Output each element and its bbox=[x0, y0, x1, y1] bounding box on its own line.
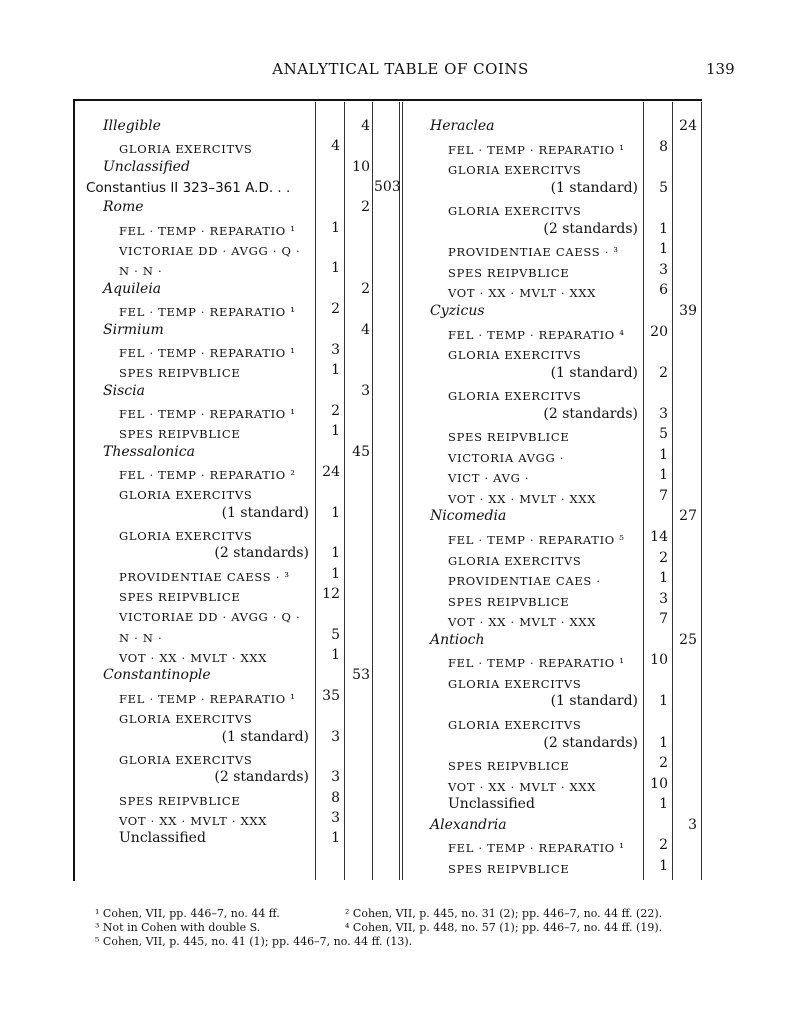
coin-legend: SPES REIPVBLICE bbox=[448, 265, 570, 280]
coin-count: 1 bbox=[331, 260, 340, 277]
coin-type-row bbox=[0, 365, 801, 385]
table-top-rule bbox=[73, 99, 702, 101]
coin-legend: GLORIA EXERCITVS bbox=[448, 553, 582, 568]
coin-legend: FEL · TEMP · REPARATIO ¹ bbox=[448, 656, 625, 671]
coin-legend: FEL · TEMP · REPARATIO ² bbox=[119, 467, 296, 482]
footnote-2: ² Cohen, VII, p. 445, no. 31 (2); pp. 446–7, no. 44 ff. (22). bbox=[345, 907, 663, 920]
coin-legend: VOT · XX · MVLT · XXX bbox=[448, 615, 597, 630]
coin-legend: SPES REIPVBLICE bbox=[119, 590, 241, 605]
coin-legend: GLORIA EXERCITVS bbox=[448, 204, 582, 219]
mint-total: 4 bbox=[361, 321, 370, 338]
coin-count: 1 bbox=[659, 446, 668, 463]
mint-name: Thessalonica bbox=[103, 443, 195, 460]
coin-type-row bbox=[0, 139, 801, 159]
coin-count: 10 bbox=[650, 775, 668, 792]
coin-count: 1 bbox=[331, 362, 340, 379]
coin-legend: (1 standard) bbox=[221, 504, 309, 521]
mint-row bbox=[0, 817, 801, 837]
coin-legend: SPES REIPVBLICE bbox=[119, 366, 241, 381]
coin-legend: VOT · XX · MVLT · XXX bbox=[448, 491, 597, 506]
page-running-title: ANALYTICAL TABLE OF COINS bbox=[272, 60, 529, 78]
mint-name: Heraclea bbox=[430, 118, 495, 134]
mint-name: Unclassified bbox=[103, 158, 190, 175]
coin-count: 1 bbox=[659, 570, 668, 587]
coin-legend: PROVIDENTIAE CAES · bbox=[448, 574, 601, 589]
coin-type-row bbox=[0, 159, 801, 179]
coin-count: 2 bbox=[659, 755, 668, 772]
coin-legend: GLORIA EXERCITVS bbox=[448, 676, 582, 691]
coin-count: 1 bbox=[331, 545, 340, 562]
mint-total: 45 bbox=[352, 443, 370, 460]
coin-count: 14 bbox=[650, 529, 668, 545]
coin-legend: (1 standard) bbox=[550, 364, 638, 381]
coin-legend: (1 standard) bbox=[221, 728, 309, 745]
footnote-3: ³ Not in Cohen with double S. bbox=[95, 921, 261, 934]
coin-count: 5 bbox=[659, 179, 668, 196]
coin-type-row bbox=[0, 652, 801, 672]
mint-total: 2 bbox=[361, 199, 370, 216]
coin-type-row bbox=[0, 341, 801, 364]
coin-legend: FEL · TEMP · REPARATIO ¹ bbox=[448, 142, 625, 157]
coin-count: 3 bbox=[331, 769, 340, 786]
coin-legend: FEL · TEMP · REPARATIO ¹ bbox=[119, 345, 296, 360]
coin-type-row bbox=[0, 611, 801, 631]
coin-legend: VICTORIAE DD · AVGG · Q · bbox=[119, 610, 301, 625]
mint-name: Aquileia bbox=[103, 280, 162, 297]
coin-type-row bbox=[0, 282, 801, 302]
coin-legend: (2 standards) bbox=[543, 220, 638, 237]
footnote-4: ⁴ Cohen, VII, p. 448, no. 57 (1); pp. 446–7, no. 44 ff. (19). bbox=[345, 921, 663, 934]
mint-name: Cyzicus bbox=[430, 302, 485, 319]
coin-count: 3 bbox=[331, 728, 340, 745]
mint-total: 3 bbox=[688, 816, 697, 833]
coin-count: 2 bbox=[659, 837, 668, 854]
coin-type-row bbox=[0, 591, 801, 611]
coin-legend: PROVIDENTIAE CAESS · ³ bbox=[448, 245, 619, 260]
emperor-name: Constantius II 323–361 A.D. . . bbox=[86, 180, 291, 197]
coin-legend: SPES REIPVBLICE bbox=[448, 861, 570, 876]
footnote-5: ⁵ Cohen, VII, p. 445, no. 41 (1); pp. 446–7, no. 44 ff. (13). bbox=[95, 935, 413, 948]
coin-count: 3 bbox=[659, 590, 668, 607]
mint-total: 2 bbox=[361, 280, 370, 297]
coin-type-row bbox=[0, 550, 801, 570]
coin-count: 3 bbox=[331, 809, 340, 826]
coin-type-row bbox=[0, 382, 801, 405]
coin-legend: (1 standard) bbox=[550, 179, 638, 196]
coin-legend: VOT · XX · MVLT · XXX bbox=[448, 286, 597, 301]
coin-count: 1 bbox=[659, 796, 668, 813]
coin-legend: FEL · TEMP · REPARATIO ¹ bbox=[119, 406, 296, 421]
coin-count: 1 bbox=[659, 241, 668, 258]
coin-count: 10 bbox=[650, 652, 668, 669]
coin-type-row bbox=[0, 221, 801, 241]
coin-legend: FEL · TEMP · REPARATIO ¹ bbox=[119, 223, 296, 238]
coin-count: 2 bbox=[331, 402, 340, 419]
coin-legend: (2 standards) bbox=[214, 769, 309, 786]
coin-type-row bbox=[0, 529, 801, 549]
coin-count: 1 bbox=[331, 423, 340, 440]
coin-type-row bbox=[0, 262, 801, 282]
coin-type-row bbox=[0, 200, 801, 220]
coin-legend: GLORIA EXERCITVS bbox=[119, 488, 253, 503]
coin-type-row bbox=[0, 837, 801, 857]
coin-type-row bbox=[0, 714, 801, 734]
coin-legend: Unclassified bbox=[448, 796, 535, 813]
coin-count: 3 bbox=[331, 341, 340, 358]
mint-name: Nicomedia bbox=[430, 508, 507, 525]
coin-legend: FEL · TEMP · REPARATIO ¹ bbox=[119, 305, 296, 320]
coin-count: 1 bbox=[331, 647, 340, 664]
mint-name: Sirmium bbox=[103, 321, 164, 338]
mint-total: 39 bbox=[679, 302, 697, 319]
coin-type-row bbox=[0, 793, 801, 816]
coin-type-row bbox=[0, 241, 801, 261]
coin-type-row bbox=[0, 447, 801, 467]
coin-count: 24 bbox=[322, 463, 340, 480]
coin-count: 2 bbox=[659, 364, 668, 381]
coin-legend: GLORIA EXERCITVS bbox=[448, 389, 582, 404]
coin-count: 12 bbox=[322, 586, 340, 603]
coin-count: 1 bbox=[659, 220, 668, 237]
coin-legend: VICTORIAE DD · AVGG · Q · bbox=[119, 244, 301, 259]
coin-legend: (2 standards) bbox=[543, 734, 638, 751]
coin-count: 3 bbox=[659, 405, 668, 422]
coin-count: 2 bbox=[659, 549, 668, 566]
coin-count: 1 bbox=[331, 565, 340, 582]
coin-type-row bbox=[0, 467, 801, 487]
mint-name: Antioch bbox=[430, 631, 485, 648]
coin-count: 7 bbox=[659, 611, 668, 628]
mint-row bbox=[0, 118, 801, 138]
coin-legend: FEL · TEMP · REPARATIO ⁵ bbox=[448, 533, 625, 547]
coin-count: 35 bbox=[322, 687, 340, 704]
coin-legend: Unclassified bbox=[119, 830, 206, 847]
coin-count: 20 bbox=[650, 323, 668, 340]
coin-legend: GLORIA EXERCITVS bbox=[119, 752, 253, 767]
mint-name: Constantinople bbox=[103, 667, 211, 684]
coin-count: 1 bbox=[659, 693, 668, 710]
mint-total: 4 bbox=[361, 118, 370, 134]
coin-legend: GLORIA EXERCITVS bbox=[119, 712, 253, 727]
mint-row bbox=[0, 303, 801, 323]
coin-legend: N · N · bbox=[119, 630, 163, 645]
coin-legend: N · N · bbox=[119, 264, 163, 279]
coin-count: 1 bbox=[659, 857, 668, 874]
coin-legend: FEL · TEMP · REPARATIO ¹ bbox=[448, 841, 625, 856]
coin-legend: VOT · XX · MVLT · XXX bbox=[119, 651, 268, 666]
coin-count: 1 bbox=[659, 734, 668, 751]
coin-type-row bbox=[0, 752, 801, 775]
coin-count: 1 bbox=[331, 219, 340, 236]
mint-total: 27 bbox=[679, 508, 697, 525]
coin-type-row bbox=[0, 321, 801, 344]
mint-total: 24 bbox=[679, 118, 697, 134]
mint-row bbox=[0, 632, 801, 652]
mint-name: Alexandria bbox=[430, 816, 507, 833]
coin-count: 7 bbox=[659, 487, 668, 504]
coin-count: 3 bbox=[659, 261, 668, 278]
page-number: 139 bbox=[706, 60, 735, 78]
coin-legend: FEL · TEMP · REPARATIO ¹ bbox=[119, 691, 296, 706]
coin-type-row bbox=[0, 858, 801, 878]
mint-total: 53 bbox=[352, 667, 370, 684]
coin-type-row bbox=[0, 693, 801, 713]
mint-row bbox=[0, 508, 801, 528]
coin-legend: SPES REIPVBLICE bbox=[448, 759, 570, 774]
coin-count: 5 bbox=[331, 626, 340, 643]
coin-legend: SPES REIPVBLICE bbox=[119, 793, 241, 808]
coin-legend: VICTORIA AVGG · bbox=[448, 450, 565, 465]
coin-legend: PROVIDENTIAE CAESS · ³ bbox=[119, 569, 290, 584]
coin-count: 5 bbox=[659, 426, 668, 443]
coin-legend: GLORIA EXERCITVS bbox=[119, 142, 253, 157]
coin-type-row bbox=[0, 776, 801, 796]
coin-legend: (2 standards) bbox=[214, 545, 309, 562]
coin-legend: GLORIA EXERCITVS bbox=[448, 348, 582, 363]
coin-legend: VOT · XX · MVLT · XXX bbox=[119, 813, 268, 828]
coin-type-row bbox=[0, 426, 801, 446]
coin-legend: SPES REIPVBLICE bbox=[448, 430, 570, 445]
coin-count: 1 bbox=[331, 830, 340, 847]
coin-legend: GLORIA EXERCITVS bbox=[448, 163, 582, 178]
mint-total: 10 bbox=[352, 158, 370, 175]
mint-total: 25 bbox=[679, 631, 697, 648]
mint-name: Siscia bbox=[103, 382, 145, 399]
coin-count: 8 bbox=[659, 138, 668, 155]
coin-legend: SPES REIPVBLICE bbox=[119, 427, 241, 442]
coin-legend: SPES REIPVBLICE bbox=[448, 594, 570, 609]
coin-count: 1 bbox=[331, 504, 340, 521]
coin-type-row bbox=[0, 488, 801, 508]
coin-legend: VICT · AVG · bbox=[448, 471, 530, 486]
mint-name: Illegible bbox=[103, 118, 161, 134]
footnote-1: ¹ Cohen, VII, pp. 446–7, no. 44 ff. bbox=[95, 907, 280, 920]
emperor-total: 503 bbox=[374, 179, 401, 196]
coin-count: 2 bbox=[331, 301, 340, 318]
mint-name: Rome bbox=[103, 199, 144, 216]
mint-total: 3 bbox=[361, 382, 370, 399]
coin-legend: (2 standards) bbox=[543, 405, 638, 422]
coin-legend: GLORIA EXERCITVS bbox=[448, 717, 582, 732]
coin-type-row bbox=[0, 180, 801, 200]
coin-count: 4 bbox=[331, 138, 340, 155]
coin-count: 1 bbox=[659, 467, 668, 484]
coin-type-row bbox=[0, 570, 801, 590]
coin-type-row bbox=[0, 406, 801, 426]
coin-count: 8 bbox=[331, 789, 340, 806]
coin-legend: FEL · TEMP · REPARATIO ⁴ bbox=[448, 327, 625, 342]
coin-legend: VOT · XX · MVLT · XXX bbox=[448, 779, 597, 794]
coin-count: 6 bbox=[659, 282, 668, 299]
coin-legend: (1 standard) bbox=[550, 693, 638, 710]
coin-legend: GLORIA EXERCITVS bbox=[119, 529, 253, 543]
coin-type-row bbox=[0, 673, 801, 693]
coin-type-row bbox=[0, 735, 801, 755]
